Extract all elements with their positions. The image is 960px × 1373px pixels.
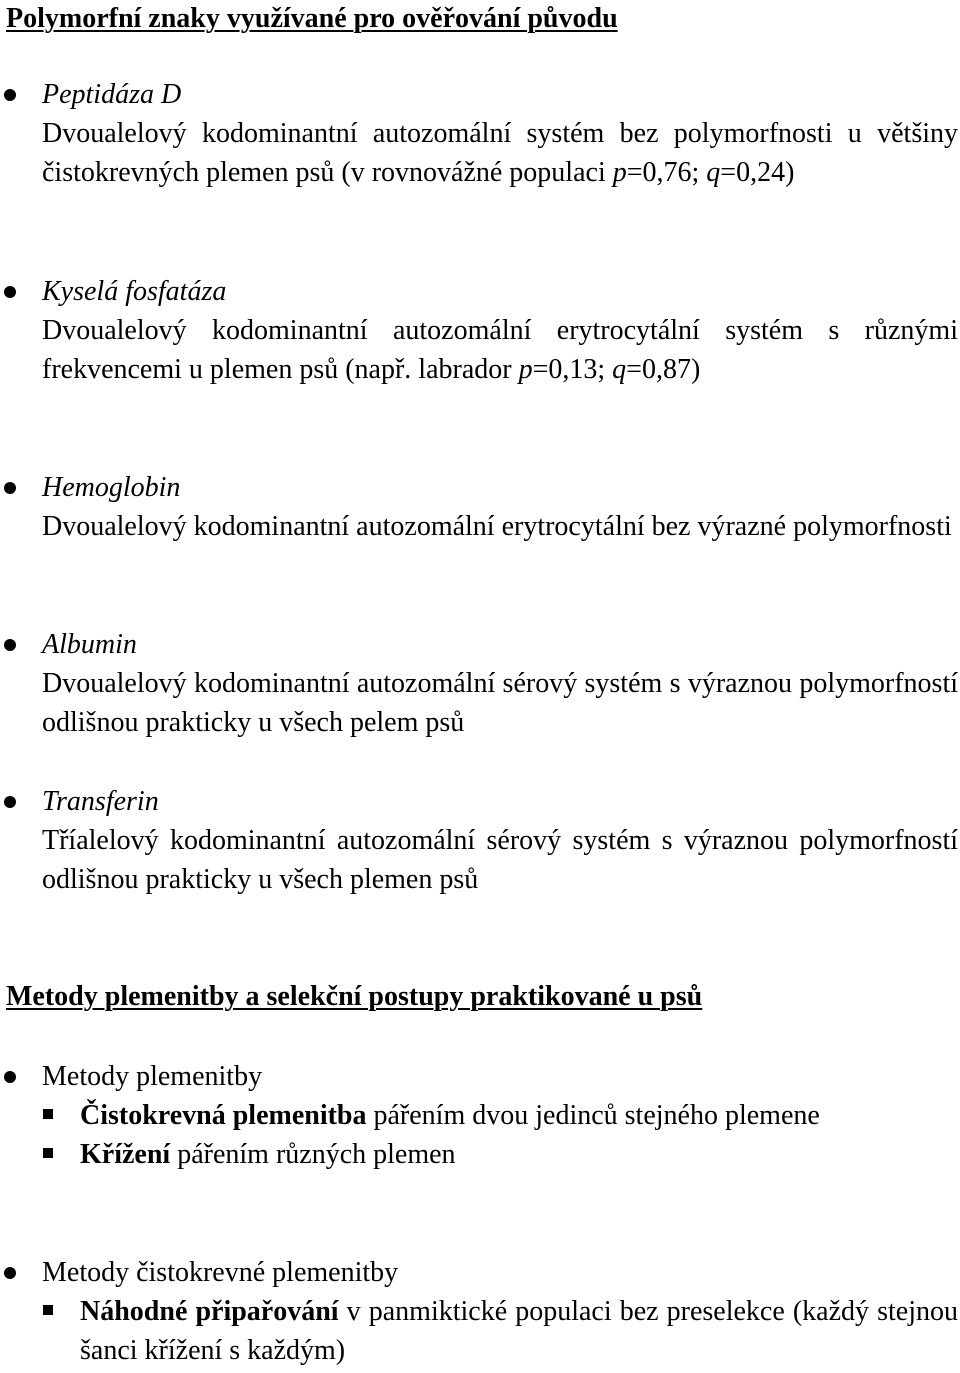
bullet-dot-icon [4,639,16,651]
item-description [42,115,958,193]
list-item-breeding-methods [42,1058,958,1174]
section-heading-breeding-methods: Metody plemenitby a selekční postupy praktikované u psů [6,981,703,1012]
sub-item-text: v panmiktické populaci bez preselekce (každý stejnou šanci křížení s každým) [80,1295,958,1366]
list-item-albumin [42,626,958,742]
bullet-dot-icon [4,286,16,298]
allele-p-value: =0,13; [532,353,613,385]
sub-item-term: Křížení [80,1138,171,1170]
sub-item-text: pářením různých plemen [170,1138,456,1170]
allele-p-label: p [612,156,627,188]
description-text: Dvoualelový kodominantní autozomální systém bez polymorfnosti u většiny čistokrevných plemen psů (v rovnovážné populaci [42,117,958,188]
allele-p-label: p [518,353,533,385]
bullet-dot-icon [4,1071,16,1083]
item-description: Tříalelový kodominantní autozomální sérový systém s výraznou polymorfností odlišnou prakticky u všech plemen psů [42,824,958,895]
group-label: Metody čistokrevné plemenitby [42,1257,399,1288]
description-text: Dvoualelový kodominantní autozomální erytrocytální systém s různými frekvencemi u plemen psů (např. labrador [42,314,958,385]
allele-q-label: q [612,353,627,385]
bullet-dot-icon [4,796,16,808]
list-item-kysela-fosfataza [42,273,958,389]
list-item-peptidaza [42,76,958,192]
item-title: Peptidáza D [42,79,182,110]
list-item-purebred-methods [42,1254,958,1370]
sub-item-term: Čistokrevná plemenitba [80,1099,367,1131]
sub-item-term: Náhodné připařování [80,1295,339,1327]
allele-q-label: q [706,156,721,188]
bullet-dot-icon [4,89,16,101]
square-bullet-icon [43,1109,53,1119]
list-item-hemoglobin [42,469,958,547]
sub-item-text: pářením dvou jedinců stejného plemene [366,1099,820,1131]
list-item-transferin [42,783,958,899]
sub-item-crossbreeding [42,1136,958,1175]
sub-item-random-mating [42,1293,958,1371]
group-label: Metody plemenitby [42,1061,263,1092]
item-title: Kyselá fosfatáza [42,276,227,307]
section-heading-polymorphic-traits: Polymorfní znaky využívané pro ověřování původu [6,3,618,34]
item-title: Hemoglobin [42,472,181,503]
item-description [42,312,958,390]
bullet-dot-icon [4,482,16,494]
allele-p-value: =0,76; [626,156,707,188]
bullet-dot-icon [4,1267,16,1279]
item-title: Transferin [42,786,159,817]
sub-item-purebred [42,1097,958,1136]
allele-q-value: =0,24) [720,156,795,188]
square-bullet-icon [43,1305,53,1315]
item-description: Dvoualelový kodominantní autozomální erytrocytální bez výrazné polymorfnosti [42,510,952,542]
allele-q-value: =0,87) [626,353,701,385]
square-bullet-icon [43,1148,53,1158]
item-title: Albumin [42,629,137,660]
item-description: Dvoualelový kodominantní autozomální sérový systém s výraznou polymorfností odlišnou prakticky u všech pelem psů [42,667,958,738]
